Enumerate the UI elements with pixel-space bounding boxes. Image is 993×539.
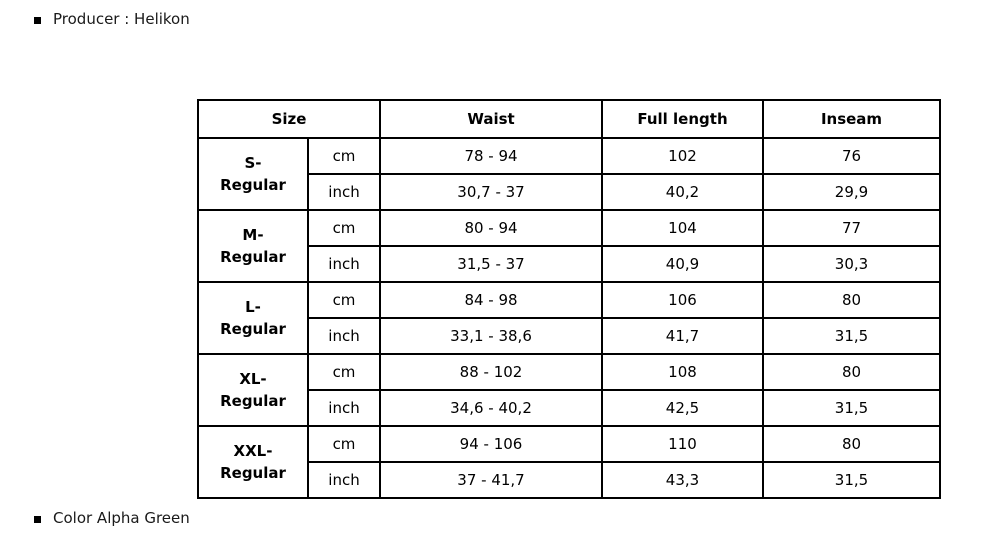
- inseam-cell: 80: [763, 426, 940, 462]
- full-length-cell: 104: [602, 210, 763, 246]
- table-row: [198, 210, 940, 246]
- size-label-line2: Regular: [220, 320, 286, 338]
- table-row: [198, 246, 940, 282]
- size-label-cell: [198, 426, 308, 498]
- size-label-line1: L-: [245, 298, 261, 316]
- size-label-line2: Regular: [220, 176, 286, 194]
- table-row: [198, 390, 940, 426]
- size-label-cell: [198, 210, 308, 282]
- size-label-line1: XXL-: [233, 442, 273, 460]
- inseam-cell: 77: [763, 210, 940, 246]
- inseam-cell: 30,3: [763, 246, 940, 282]
- size-label-line2: Regular: [220, 464, 286, 482]
- size-label-line1: XL-: [239, 370, 267, 388]
- inseam-cell: 31,5: [763, 462, 940, 498]
- full-length-cell: 43,3: [602, 462, 763, 498]
- waist-cell: 78 - 94: [380, 138, 602, 174]
- bullet-marker-icon: [34, 17, 41, 24]
- full-length-cell: 102: [602, 138, 763, 174]
- unit-cell: inch: [308, 174, 380, 210]
- full-length-cell: 108: [602, 354, 763, 390]
- color-text: Color Alpha Green: [53, 509, 190, 527]
- table-row: [198, 354, 940, 390]
- table-header-row: [198, 100, 940, 138]
- inseam-cell: 80: [763, 282, 940, 318]
- waist-cell: 30,7 - 37: [380, 174, 602, 210]
- header-size: Size: [198, 100, 380, 138]
- waist-cell: 37 - 41,7: [380, 462, 602, 498]
- inseam-cell: 31,5: [763, 318, 940, 354]
- full-length-cell: 40,9: [602, 246, 763, 282]
- waist-cell: 94 - 106: [380, 426, 602, 462]
- header-full-length: Full length: [602, 100, 763, 138]
- producer-bullet: [34, 9, 190, 29]
- size-label-line1: S-: [244, 154, 262, 172]
- unit-cell: inch: [308, 246, 380, 282]
- waist-cell: 31,5 - 37: [380, 246, 602, 282]
- unit-cell: inch: [308, 462, 380, 498]
- size-label-cell: [198, 138, 308, 210]
- table-row: [198, 426, 940, 462]
- unit-cell: cm: [308, 210, 380, 246]
- full-length-cell: 106: [602, 282, 763, 318]
- table-row: [198, 174, 940, 210]
- producer-text: Producer : Helikon: [53, 10, 190, 28]
- header-waist: Waist: [380, 100, 602, 138]
- unit-cell: cm: [308, 354, 380, 390]
- size-label-cell: [198, 354, 308, 426]
- size-label-line1: M-: [242, 226, 264, 244]
- table-row: [198, 282, 940, 318]
- table-header: [198, 100, 940, 138]
- size-table: [197, 99, 941, 499]
- inseam-cell: 29,9: [763, 174, 940, 210]
- waist-cell: 80 - 94: [380, 210, 602, 246]
- color-bullet: [34, 508, 190, 528]
- size-label-cell: [198, 282, 308, 354]
- unit-cell: inch: [308, 390, 380, 426]
- unit-cell: cm: [308, 426, 380, 462]
- waist-cell: 84 - 98: [380, 282, 602, 318]
- full-length-cell: 110: [602, 426, 763, 462]
- table-row: [198, 462, 940, 498]
- table-row: [198, 318, 940, 354]
- inseam-cell: 80: [763, 354, 940, 390]
- waist-cell: 88 - 102: [380, 354, 602, 390]
- waist-cell: 33,1 - 38,6: [380, 318, 602, 354]
- unit-cell: cm: [308, 138, 380, 174]
- bullet-marker-icon: [34, 516, 41, 523]
- full-length-cell: 40,2: [602, 174, 763, 210]
- size-label-line2: Regular: [220, 392, 286, 410]
- header-inseam: Inseam: [763, 100, 940, 138]
- table-body: [198, 138, 940, 498]
- table-row: [198, 138, 940, 174]
- inseam-cell: 76: [763, 138, 940, 174]
- unit-cell: cm: [308, 282, 380, 318]
- full-length-cell: 42,5: [602, 390, 763, 426]
- inseam-cell: 31,5: [763, 390, 940, 426]
- unit-cell: inch: [308, 318, 380, 354]
- size-table-container: [197, 99, 941, 499]
- size-label-line2: Regular: [220, 248, 286, 266]
- full-length-cell: 41,7: [602, 318, 763, 354]
- waist-cell: 34,6 - 40,2: [380, 390, 602, 426]
